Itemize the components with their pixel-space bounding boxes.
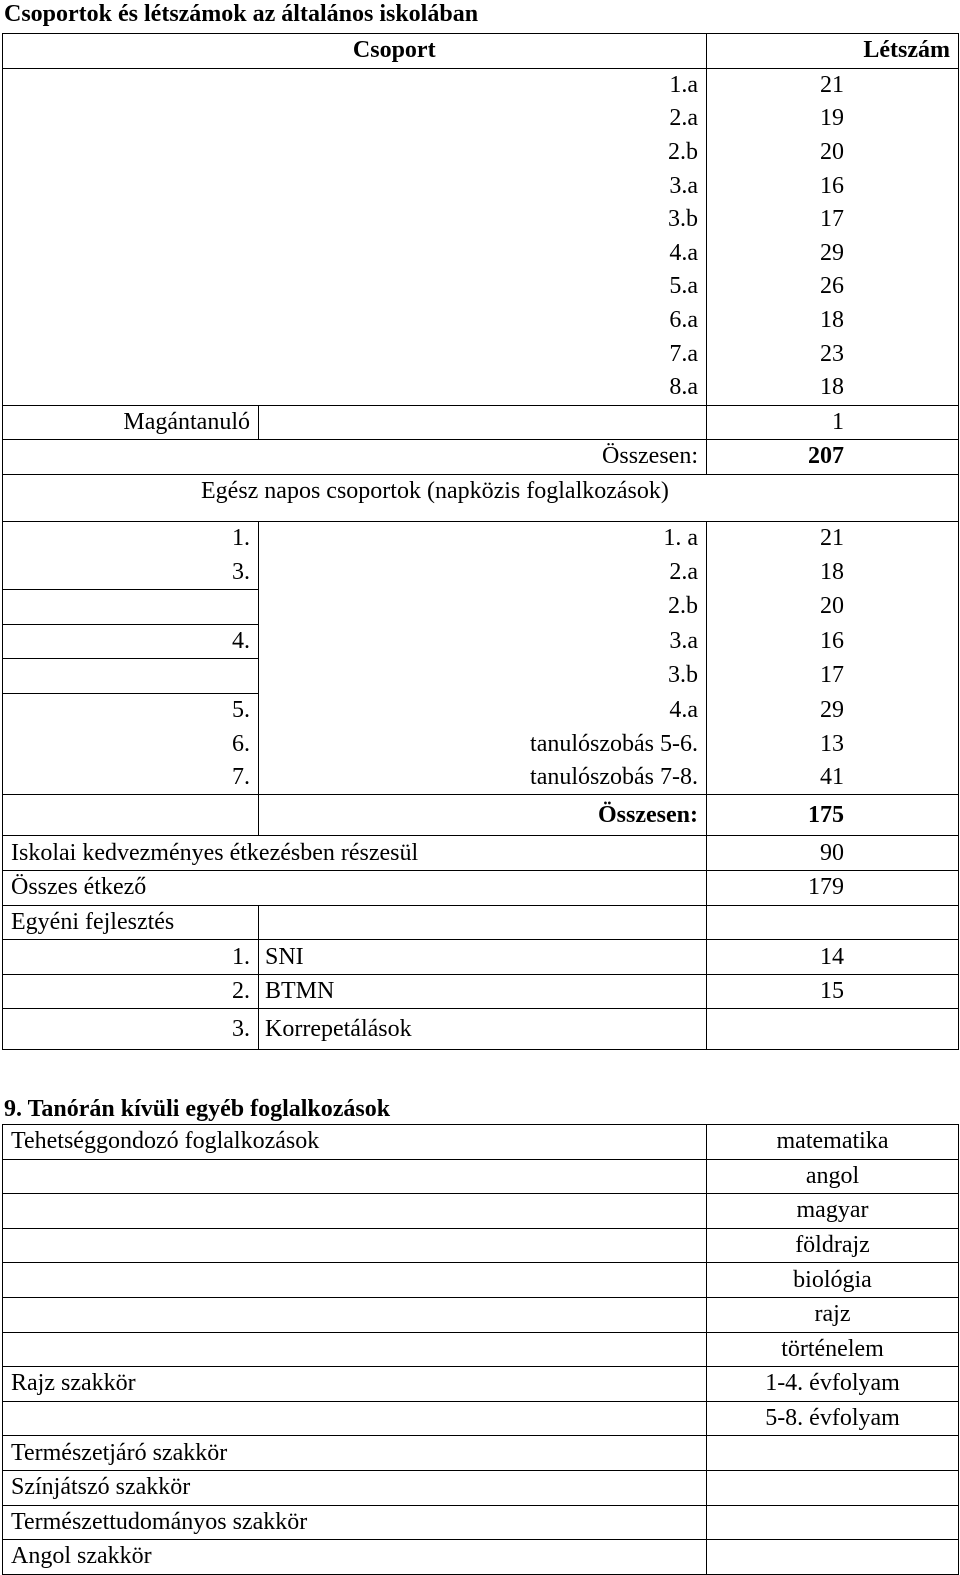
group-cell: 1.a — [259, 68, 707, 102]
fullday-group: 3.a — [259, 624, 707, 659]
development-num: 3. — [3, 1009, 259, 1050]
activity-value — [707, 1505, 959, 1540]
activity-name — [3, 1401, 707, 1436]
development-name: Korrepetálások — [259, 1009, 707, 1050]
extra-activities-table — [2, 1124, 959, 1575]
meal-discount-value: 90 — [707, 836, 959, 871]
table-row — [3, 68, 959, 102]
fullday-group: tanulószobás 5-6. — [259, 727, 707, 761]
fullday-group: 4.a — [259, 693, 707, 727]
activity-name — [3, 1332, 707, 1367]
activity-value: rajz — [707, 1297, 959, 1332]
activity-name: Tehetséggondozó foglalkozások — [3, 1125, 707, 1160]
private-label: Magántanuló — [3, 405, 259, 440]
activity-name — [3, 1228, 707, 1263]
fullday-num: 7. — [3, 761, 259, 795]
development-name: BTMN — [259, 974, 707, 1009]
table-row — [3, 727, 959, 761]
group-cell: 4.a — [259, 237, 707, 271]
group-cell: 8.a — [259, 371, 707, 405]
development-value: 15 — [707, 974, 959, 1009]
count-cell: 18 — [707, 304, 959, 338]
table-row — [3, 1263, 959, 1298]
fullday-group: 1. a — [259, 521, 707, 555]
fullday-num: 4. — [3, 624, 259, 659]
group-cell: 7.a — [259, 337, 707, 371]
table-row — [3, 693, 959, 727]
activity-value: magyar — [707, 1194, 959, 1229]
table-row — [3, 659, 959, 694]
activity-value: 5-8. évfolyam — [707, 1401, 959, 1436]
table-row — [3, 1401, 959, 1436]
meal-all-value: 179 — [707, 871, 959, 906]
count-cell: 17 — [707, 203, 959, 237]
count-cell: 23 — [707, 337, 959, 371]
activity-value — [707, 1436, 959, 1471]
activity-value: matematika — [707, 1125, 959, 1160]
table-row — [3, 337, 959, 371]
count-cell: 18 — [707, 371, 959, 405]
fullday-total-row — [3, 795, 959, 836]
table-row — [3, 1228, 959, 1263]
activity-name: Természetjáró szakkör — [3, 1436, 707, 1471]
activity-value: történelem — [707, 1332, 959, 1367]
count-cell: 21 — [707, 68, 959, 102]
table-row — [3, 1470, 959, 1505]
activity-value: angol — [707, 1159, 959, 1194]
table-row — [3, 761, 959, 795]
fullday-group: tanulószobás 7-8. — [259, 761, 707, 795]
activity-value: földrajz — [707, 1228, 959, 1263]
document-title: Csoportok és létszámok az általános iskolában — [4, 1, 479, 27]
table-row — [3, 102, 959, 136]
activity-name: Rajz szakkör — [3, 1367, 707, 1402]
fullday-title-row — [3, 474, 959, 521]
fullday-count: 18 — [707, 555, 959, 589]
meal-discount-row — [3, 836, 959, 871]
table-row — [3, 1436, 959, 1471]
table-row — [3, 555, 959, 589]
fullday-num — [3, 659, 259, 694]
fullday-count: 17 — [707, 659, 959, 694]
meal-discount-label: Iskolai kedvezményes étkezésben részesül — [3, 836, 707, 871]
group-cell: 2.a — [259, 102, 707, 136]
fullday-group: 3.b — [259, 659, 707, 694]
group-cell: 3.b — [259, 203, 707, 237]
activity-name — [3, 1263, 707, 1298]
group-cell: 6.a — [259, 304, 707, 338]
total-value: 207 — [707, 440, 959, 475]
header-count: Létszám — [707, 34, 959, 69]
table-row — [3, 974, 959, 1009]
activity-value: 1-4. évfolyam — [707, 1367, 959, 1402]
count-cell: 19 — [707, 102, 959, 136]
table-row — [3, 1194, 959, 1229]
fullday-num — [3, 589, 259, 624]
table-row — [3, 169, 959, 203]
table-row — [3, 1125, 959, 1160]
table-row — [3, 203, 959, 237]
fullday-count: 21 — [707, 521, 959, 555]
activity-name: Színjátszó szakkör — [3, 1470, 707, 1505]
header-group: Csoport — [259, 34, 707, 69]
table-row — [3, 589, 959, 624]
table-row — [3, 940, 959, 975]
fullday-title: Egész napos csoportok (napközis foglalkozások) — [3, 474, 959, 521]
private-row — [3, 405, 959, 440]
development-label: Egyéni fejlesztés — [3, 905, 259, 940]
total-row — [3, 440, 959, 475]
meal-all-label: Összes étkező — [3, 871, 707, 906]
fullday-total-value: 175 — [707, 795, 959, 836]
table-row — [3, 371, 959, 405]
fullday-count: 16 — [707, 624, 959, 659]
count-cell: 26 — [707, 270, 959, 304]
table-row — [3, 624, 959, 659]
activity-value — [707, 1470, 959, 1505]
fullday-num: 5. — [3, 693, 259, 727]
activity-value — [707, 1540, 959, 1575]
table-row — [3, 237, 959, 271]
table-row — [3, 1505, 959, 1540]
table-row — [3, 1540, 959, 1575]
table-row — [3, 1332, 959, 1367]
meal-all-row — [3, 871, 959, 906]
activity-value: biológia — [707, 1263, 959, 1298]
fullday-num: 6. — [3, 727, 259, 761]
group-cell: 3.a — [259, 169, 707, 203]
development-label-row — [3, 905, 959, 940]
fullday-count: 41 — [707, 761, 959, 795]
extra-activities-title: 9. Tanórán kívüli egyéb foglalkozások — [4, 1096, 391, 1122]
count-cell: 20 — [707, 136, 959, 170]
activity-name: Természettudományos szakkör — [3, 1505, 707, 1540]
fullday-num: 3. — [3, 555, 259, 589]
activity-name — [3, 1297, 707, 1332]
table-row — [3, 270, 959, 304]
table-row — [3, 1159, 959, 1194]
development-num: 1. — [3, 940, 259, 975]
fullday-group: 2.b — [259, 589, 707, 624]
activity-name: Angol szakkör — [3, 1540, 707, 1575]
fullday-count: 13 — [707, 727, 959, 761]
activity-name — [3, 1194, 707, 1229]
table-row — [3, 1367, 959, 1402]
table-row — [3, 136, 959, 170]
activity-name — [3, 1159, 707, 1194]
private-count: 1 — [707, 405, 959, 440]
fullday-group: 2.a — [259, 555, 707, 589]
development-name: SNI — [259, 940, 707, 975]
table-row — [3, 521, 959, 555]
count-cell: 29 — [707, 237, 959, 271]
fullday-num: 1. — [3, 521, 259, 555]
group-cell: 2.b — [259, 136, 707, 170]
fullday-total-label: Összesen: — [259, 795, 707, 836]
groups-table — [2, 33, 959, 1050]
fullday-count: 20 — [707, 589, 959, 624]
table-row — [3, 1297, 959, 1332]
total-label: Összesen: — [259, 440, 707, 475]
development-num: 2. — [3, 974, 259, 1009]
group-cell: 5.a — [259, 270, 707, 304]
table-header-row — [3, 34, 959, 69]
table-row — [3, 1009, 959, 1050]
development-value — [707, 1009, 959, 1050]
development-value: 14 — [707, 940, 959, 975]
count-cell: 16 — [707, 169, 959, 203]
table-row — [3, 304, 959, 338]
fullday-count: 29 — [707, 693, 959, 727]
